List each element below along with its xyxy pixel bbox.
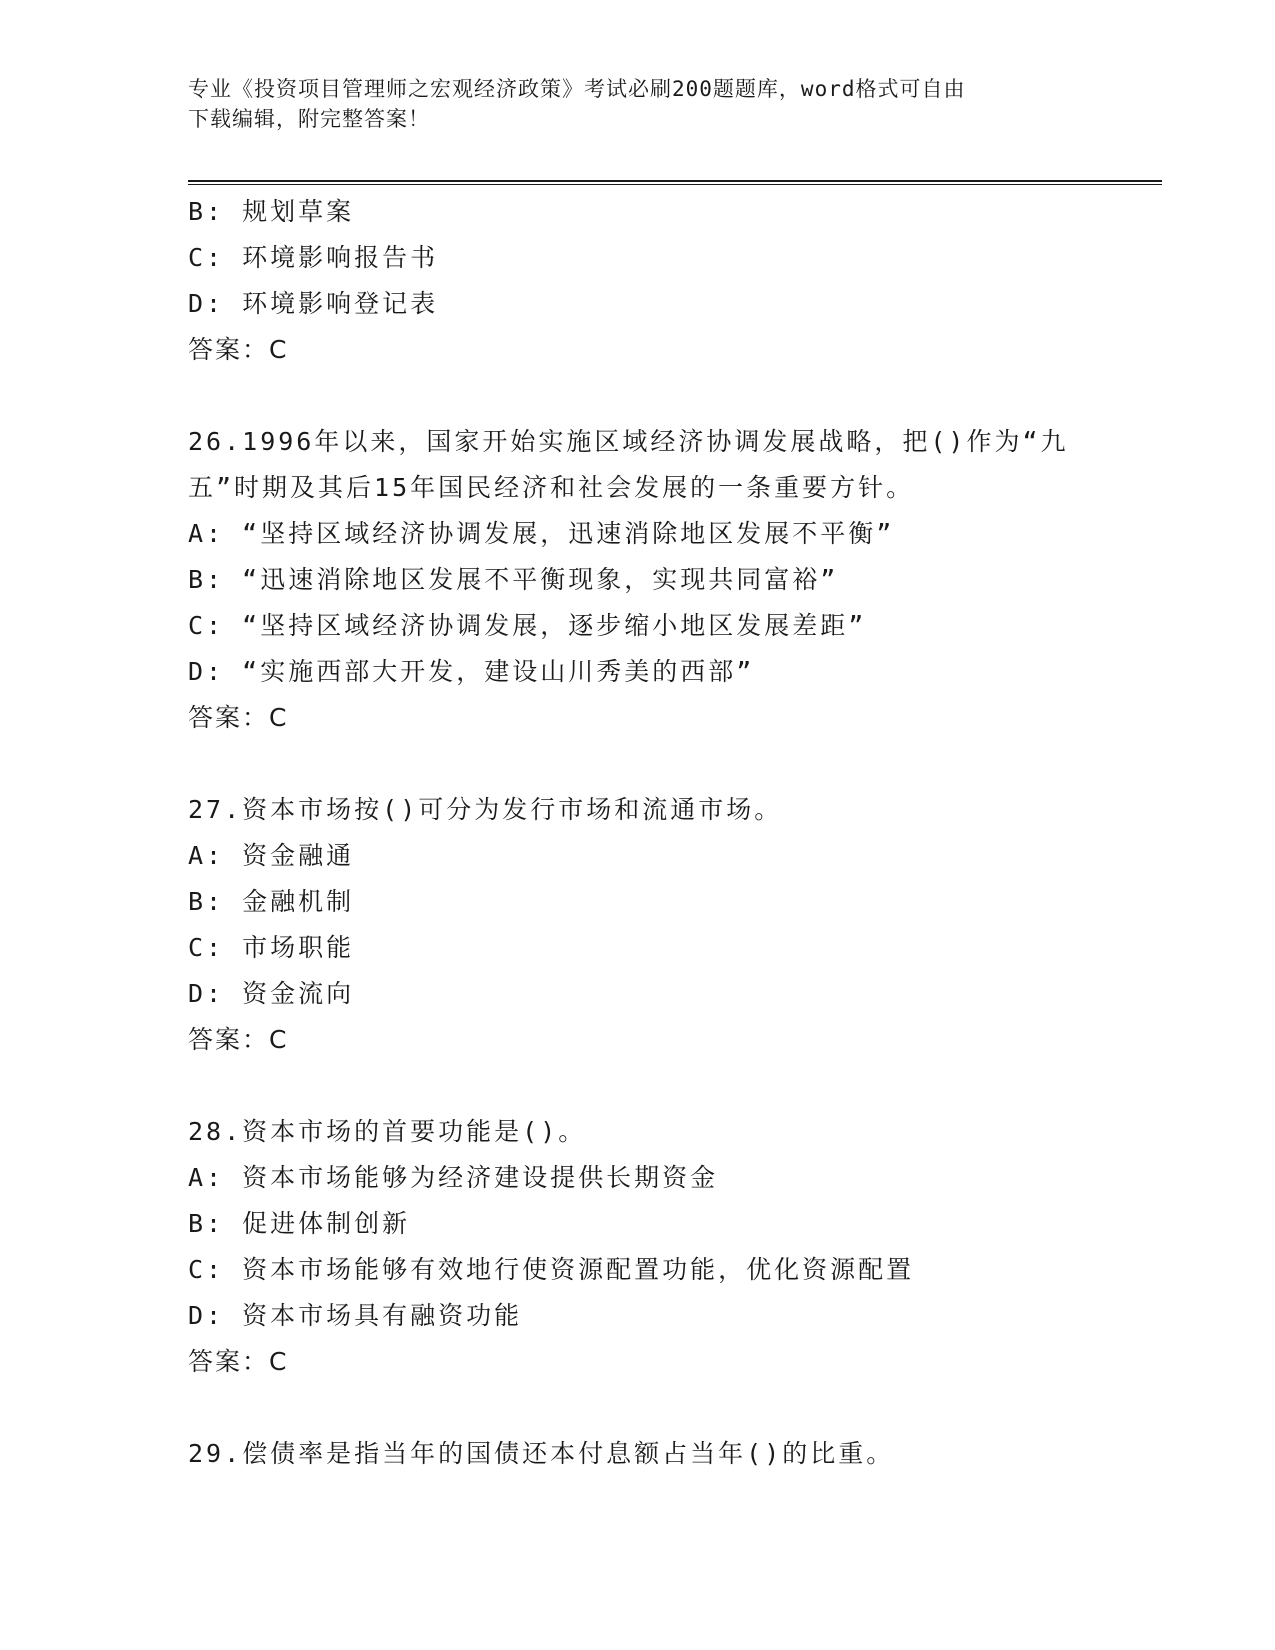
option-a: A: “坚持区域经济协调发展，迅速消除地区发展不平衡” bbox=[188, 519, 895, 548]
option-b: B: 规划草案 bbox=[188, 197, 355, 226]
document-header bbox=[188, 74, 1088, 134]
header-line-1: 专业《投资项目管理师之宏观经济政策》考试必刷200题题库，word格式可自由 bbox=[188, 77, 966, 101]
answer: 答案：C bbox=[188, 1025, 289, 1054]
question-block-28 bbox=[188, 1109, 1188, 1385]
question-block-26 bbox=[188, 419, 1188, 741]
question-block-29 bbox=[188, 1431, 1188, 1477]
option-a: A: 资金融通 bbox=[188, 841, 355, 870]
option-d: D: 环境影响登记表 bbox=[188, 289, 439, 318]
question-stem: 27.资本市场按()可分为发行市场和流通市场。 bbox=[188, 795, 783, 824]
question-content bbox=[188, 189, 1188, 1477]
header-divider bbox=[188, 180, 1162, 185]
option-c: C: 市场职能 bbox=[188, 933, 355, 962]
option-d: D: “实施西部大开发，建设山川秀美的西部” bbox=[188, 657, 755, 686]
spacer bbox=[188, 1063, 1188, 1109]
option-d: D: 资金流向 bbox=[188, 979, 355, 1008]
option-b: B: 金融机制 bbox=[188, 887, 355, 916]
answer: 答案：C bbox=[188, 703, 289, 732]
option-c: C: 环境影响报告书 bbox=[188, 243, 439, 272]
option-d: D: 资本市场具有融资功能 bbox=[188, 1301, 523, 1330]
option-c: C: 资本市场能够有效地行使资源配置功能，优化资源配置 bbox=[188, 1255, 915, 1284]
option-c: C: “坚持区域经济协调发展，逐步缩小地区发展差距” bbox=[188, 611, 867, 640]
question-stem-line-2: 五”时期及其后15年国民经济和社会发展的一条重要方针。 bbox=[188, 473, 915, 502]
answer: 答案：C bbox=[188, 1347, 289, 1376]
header-line-2: 下载编辑，附完整答案！ bbox=[188, 107, 430, 131]
spacer bbox=[188, 373, 1188, 419]
question-block-25 bbox=[188, 189, 1188, 373]
option-b: B: 促进体制创新 bbox=[188, 1209, 411, 1238]
spacer bbox=[188, 741, 1188, 787]
question-block-27 bbox=[188, 787, 1188, 1063]
question-stem-line-1: 26.1996年以来，国家开始实施区域经济协调发展战略，把()作为“九 bbox=[188, 427, 1069, 456]
option-b: B: “迅速消除地区发展不平衡现象，实现共同富裕” bbox=[188, 565, 839, 594]
answer: 答案：C bbox=[188, 335, 289, 364]
spacer bbox=[188, 1385, 1188, 1431]
question-stem: 28.资本市场的首要功能是()。 bbox=[188, 1117, 587, 1146]
question-stem: 29.偿债率是指当年的国债还本付息额占当年()的比重。 bbox=[188, 1439, 895, 1468]
option-a: A: 资本市场能够为经济建设提供长期资金 bbox=[188, 1163, 719, 1192]
